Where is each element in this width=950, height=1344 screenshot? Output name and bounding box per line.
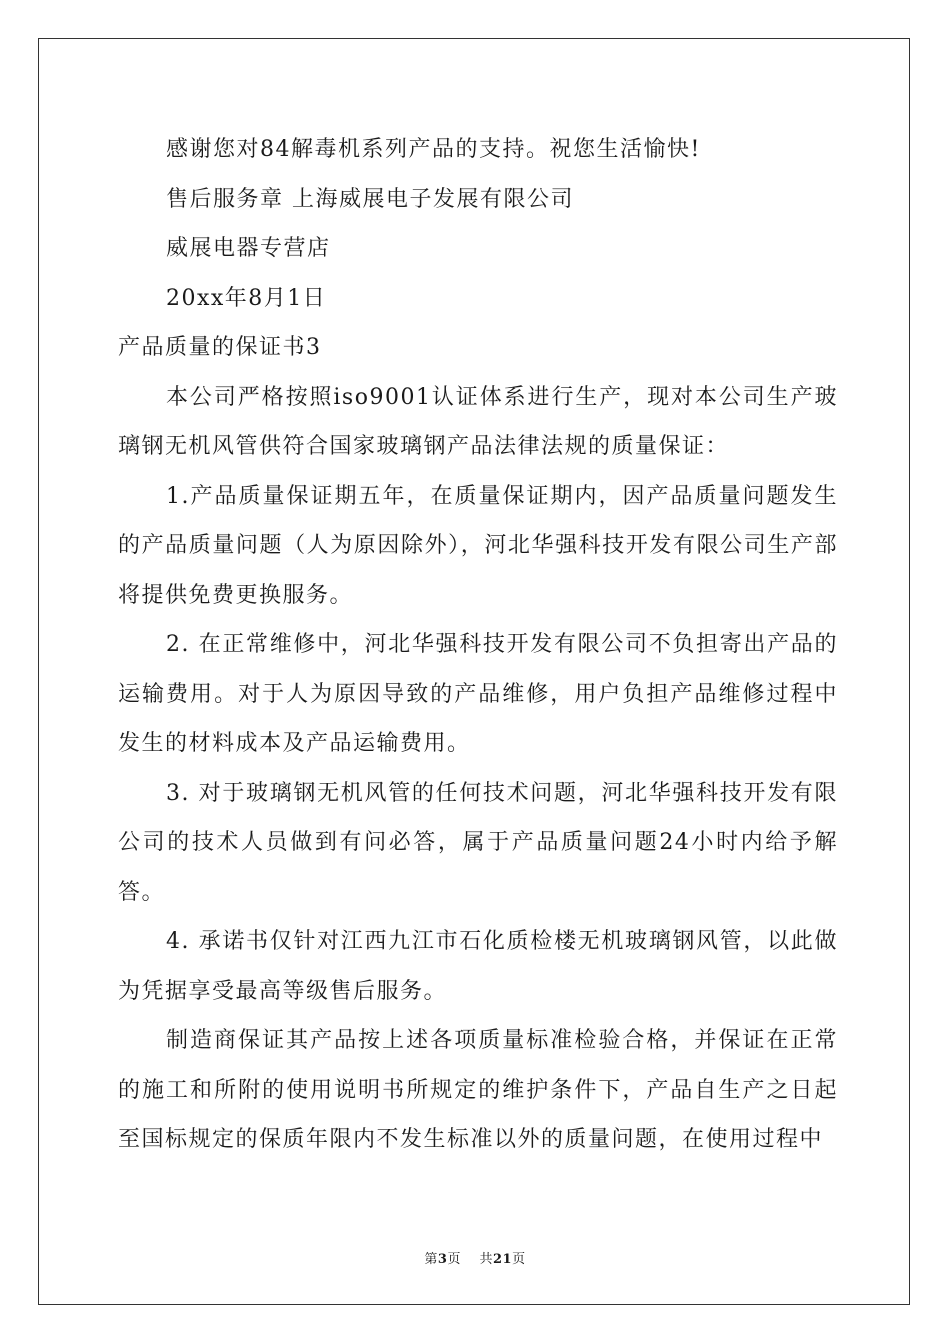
thanks-line: 感谢您对84解毒机系列产品的支持。祝您生活愉快! xyxy=(166,137,701,162)
paragraph-item-4: 4. 承诺书仅针对江西九江市石化质检楼无机玻璃钢风管，以此做为凭据享受最高等级售后服务。 xyxy=(118,929,838,1004)
paragraph-manufacturer: 制造商保证其产品按上述各项质量标准检验合格，并保证在正常的施工和所附的使用说明书所规定的维护条件下，产品自生产之日起至国标规定的保质年限内不发生标准以外的质量问题，在使用过程中 xyxy=(118,1028,838,1152)
signature-line: 售后服务章 上海威展电子发展有限公司 xyxy=(166,186,574,212)
total-suffix: 页 xyxy=(512,1252,526,1267)
section-title: 产品质量的保证书3 xyxy=(118,335,322,360)
total-pages: 21 xyxy=(493,1252,513,1267)
date-line: 20xx年8月1日 xyxy=(166,285,327,311)
page-number: 3 xyxy=(437,1252,448,1267)
total-prefix: 共 xyxy=(479,1252,493,1267)
page-footer xyxy=(0,1248,950,1267)
paragraph-item-2: 2. 在正常维修中，河北华强科技开发有限公司不负担寄出产品的运输费用。对于人为原因导致的产品维修，用户负担产品维修过程中发生的材料成本及产品运输费用。 xyxy=(118,632,838,756)
page-suffix: 页 xyxy=(447,1252,461,1267)
paragraph-item-1: 1.产品质量保证期五年，在质量保证期内，因产品质量问题发生的产品质量问题（人为原因除外），河北华强科技开发有限公司生产部将提供免费更换服务。 xyxy=(118,483,838,608)
document-body xyxy=(118,125,838,1165)
page-prefix: 第 xyxy=(424,1252,438,1267)
paragraph-item-3: 3. 对于玻璃钢无机风管的任何技术问题，河北华强科技开发有限公司的技术人员做到有问必答，属于产品质量问题24小时内给予解答。 xyxy=(118,780,838,905)
store-line: 威展电器专营店 xyxy=(166,236,331,261)
paragraph-intro: 本公司严格按照iso9001认证体系进行生产，现对本公司生产玻璃钢无机风管供符合国家玻璃钢产品法律法规的质量保证： xyxy=(118,384,838,459)
